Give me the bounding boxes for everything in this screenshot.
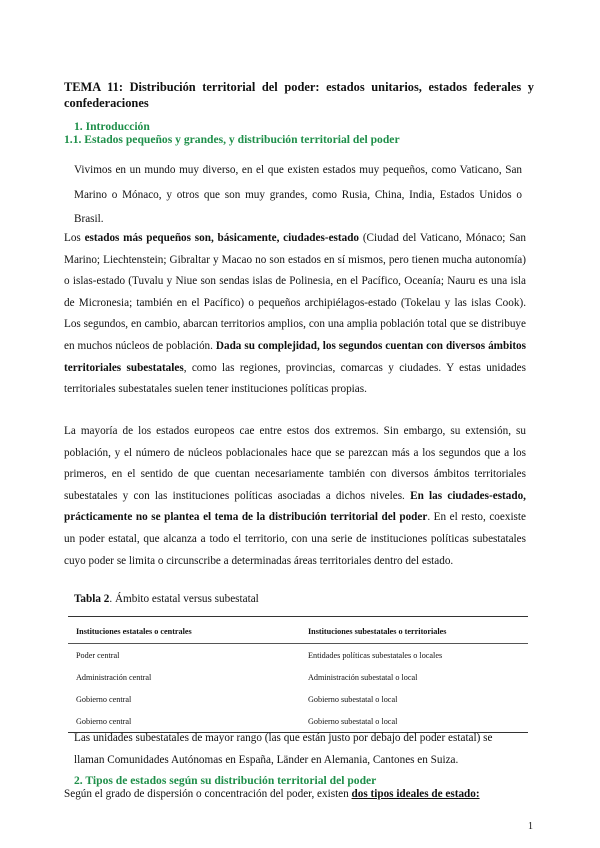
table-row [68,666,528,688]
table-caption-text: . Ámbito estatal versus subestatal [109,593,259,605]
bold-run: estados más pequeños son, básicamente, ciudades-estado [84,232,360,244]
text-run: . En el resto, coexiste un poder estatal, que alcanza a todo el territorio, con una serie de instituciones políticas subestatales cuyo poder se limita o circunscribe a determinadas áreas territoriales dentro del estado. [64,511,526,567]
table-caption-label: Tabla 2 [74,593,110,605]
table-cell: Gobierno central [68,710,300,733]
text-run: Los [64,232,85,244]
heading-estados-pequenos-grandes: 1.1. Estados pequeños y grandes, y distribución territorial del poder [64,133,400,146]
bold-run: En las ciudades-estado, prácticamente no se plantea el tema de la distribución territorial del poder [64,489,526,524]
page-number: 1 [528,821,533,832]
ambito-table [68,616,528,733]
table-cell: Administración subestatal o local [308,672,418,682]
table-cell: Administración central [76,672,152,682]
text-run: La mayoría de los estados europeos cae entre estos dos extremos. Sin embargo, su extensión, su población, y el número de núcleos poblacionales hace que se parezcan más a los segundos que a los primeros, en el sentido de que cuentan necesariamente también con diversos ámbitos territoriales subestatales y con las instituciones políticas asociadas a dichos niveles. [64,425,526,502]
table-note: Las unidades subestatales de mayor rango (las que están justo por debajo del poder estatal) se llaman Comunidades Autónomas en España, Länder en Alemania, Cantones en Suiza. [74,732,493,766]
table-cell: Gobierno subestatal o local [300,710,528,733]
paragraph-estados-europeos [64,421,526,572]
paragraph-estados-pequenos [64,228,526,401]
table-row [68,644,528,667]
heading-tipos-de-estados: 2. Tipos de estados según su distribución territorial del poder [74,774,377,787]
table-header-row [68,617,528,644]
text-run: , como las regiones, provincias, comarcas y ciudades. Y estas unidades territoriales subestatales suelen tener instituciones políticas propias. [64,361,526,396]
heading-introduccion: 1. Introducción [74,120,150,133]
table-header-cell: Instituciones subestatales o territoriales [300,617,528,644]
bold-run: Dada su complejidad, los segundos cuentan con diversos ámbitos territoriales subestatales [64,339,526,374]
table-header-cell: Instituciones estatales o centrales [68,617,300,644]
text-run: (Ciudad del Vaticano, Mónaco; San Marino; Liechtenstein; Gibraltar y Macao no son estados en sí mismos, pero tienen mucha autonomía) o islas-estado (Tuvalu y Niue son sendas islas de Polinesia, en el Pacífico, Oceanía; Nauru es una isla de Micronesia; también en el Pacífico) o pequeños archipiélagos-estado (Tokelau y las islas Cook). Los segundos, en cambio, abarcan territorios amplios, con una amplia población total que se distribuye en muchos núcleos de población. [64,232,526,352]
table-caption [74,593,259,605]
table-cell: Gobierno central [76,694,132,704]
underlined-bold-run: dos tipos ideales de estado: [351,788,480,800]
table-cell: Poder central [76,650,120,660]
document-title: TEMA 11: Distribución territorial del poder: estados unitarios, estados federales y confederaciones [64,80,534,110]
intro-paragraph: Vivimos en un mundo muy diverso, en el que existen estados muy pequeños, como Vaticano, San Marino o Mónaco, y otros que son muy grandes, como Rusia, China, India, Estados Unidos o Brasil. [74,164,522,225]
text-run: Según el grado de dispersión o concentración del poder, existen [64,788,352,800]
table-cell: Gobierno subestatal o local [308,694,398,704]
closing-sentence [64,788,480,800]
table-row [68,688,528,710]
table-cell: Entidades políticas subestatales o locales [308,650,443,660]
